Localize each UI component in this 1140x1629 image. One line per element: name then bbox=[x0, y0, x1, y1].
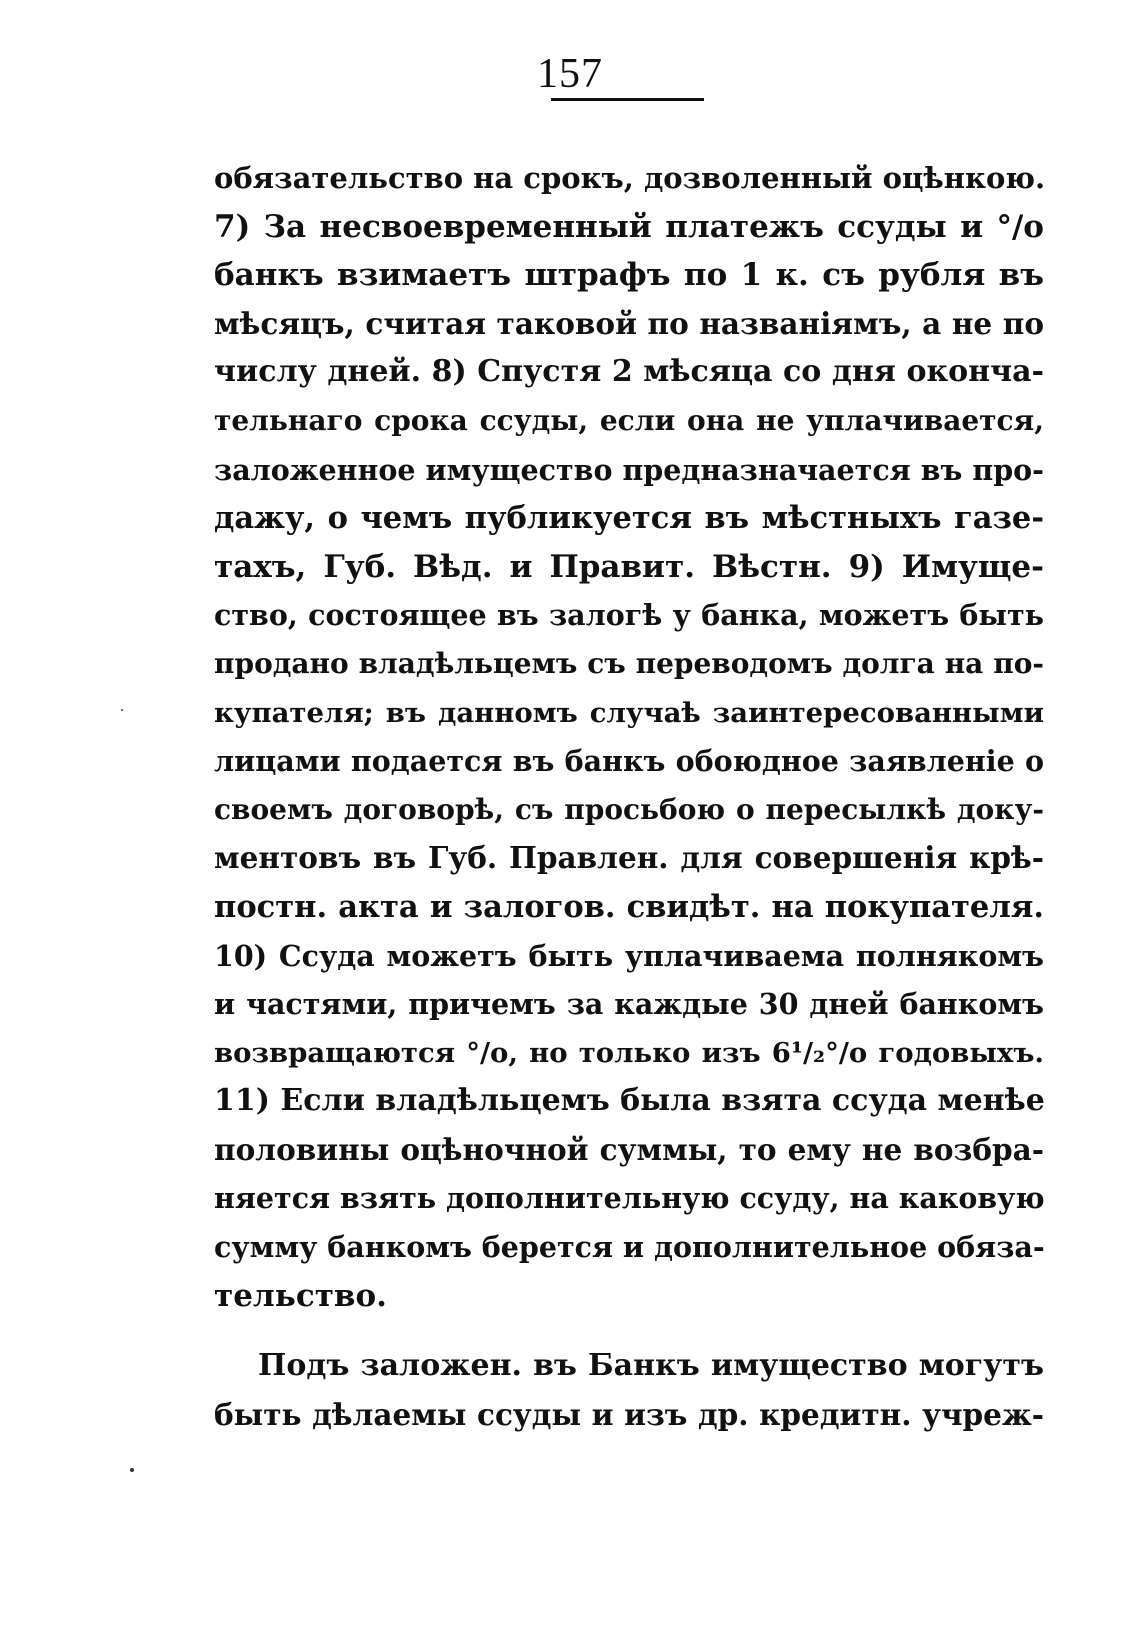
text-line: продано владѣльцемъ съ переводомъ долга на по- bbox=[214, 646, 1044, 680]
text-line: и частями, причемъ за каждые 30 дней банкомъ bbox=[214, 987, 1044, 1022]
scan-speck bbox=[130, 1468, 134, 1472]
scan-speck bbox=[121, 709, 123, 711]
text-line: числу дней. 8) Спустя 2 мѣсяца со дня оконча- bbox=[214, 354, 1044, 390]
text-line: обязательство на срокъ, дозволенный оцѣнкою. bbox=[214, 161, 1046, 195]
text-line: банкъ взимаетъ штрафъ по 1 к. съ рубля въ bbox=[214, 257, 1044, 294]
paragraph bbox=[214, 154, 1044, 1320]
text-line: половины оцѣночной суммы, то ему не возбра- bbox=[214, 1131, 1044, 1167]
text-line: ментовъ въ Губ. Правлен. для совершенія крѣ- bbox=[214, 840, 1044, 876]
text-line: мѣсяцъ, считая таковой по названіямъ, а не по bbox=[214, 305, 1044, 341]
text-line: 7) За несвоевременный платежъ ссуды и °/o bbox=[214, 208, 1044, 245]
text-line: сумму банкомъ берется и дополнительное обяза- bbox=[214, 1230, 1045, 1265]
text-line: возвращаются °/o, но только изъ 6¹/₂°/o годовыхъ. bbox=[214, 1036, 1044, 1069]
text-line: своемъ договорѣ, съ просьбою о пересылкѣ доку- bbox=[214, 792, 1044, 826]
text-line: лицами подается въ банкъ обоюдное заявленіе о bbox=[214, 744, 1044, 779]
paragraph bbox=[214, 1342, 1044, 1439]
text-line: Подъ заложен. въ Банкъ имущество могутъ bbox=[258, 1348, 1044, 1384]
text-line: постн. акта и залогов. свидѣт. на покупателя. bbox=[214, 888, 1044, 925]
paragraph-spacer bbox=[214, 1320, 1044, 1342]
text-line: няется взять дополнительную ссуду, на каковую bbox=[214, 1181, 1045, 1216]
text-line: купателя; въ данномъ случаѣ заинтересованными bbox=[214, 696, 1044, 729]
text-line: заложенное имущество предназначается въ про- bbox=[214, 452, 1044, 487]
header-rule bbox=[551, 98, 704, 101]
text-line: 10) Ссуда можетъ быть уплачиваема полнякомъ bbox=[214, 938, 1044, 973]
text-line: тахъ, Губ. Вѣд. и Правит. Вѣстн. 9) Имуще- bbox=[214, 548, 1044, 585]
text-line: тельство. bbox=[214, 1277, 387, 1314]
text-line: ство, состоящее въ залогѣ у банка, можетъ быть bbox=[214, 598, 1044, 633]
text-line: быть дѣлаемы ссуды и изъ др. кредитн. учреж- bbox=[214, 1396, 1044, 1432]
text-line: дажу, о чемъ публикуется въ мѣстныхъ газе- bbox=[214, 500, 1044, 537]
text-line: 11) Если владѣльцемъ была взята ссуда менѣе bbox=[214, 1083, 1045, 1119]
text-line: тельнаго срока ссуды, если она не уплачивается, bbox=[214, 403, 1044, 437]
page-number: 157 bbox=[537, 51, 603, 97]
body-text bbox=[214, 154, 1044, 1439]
